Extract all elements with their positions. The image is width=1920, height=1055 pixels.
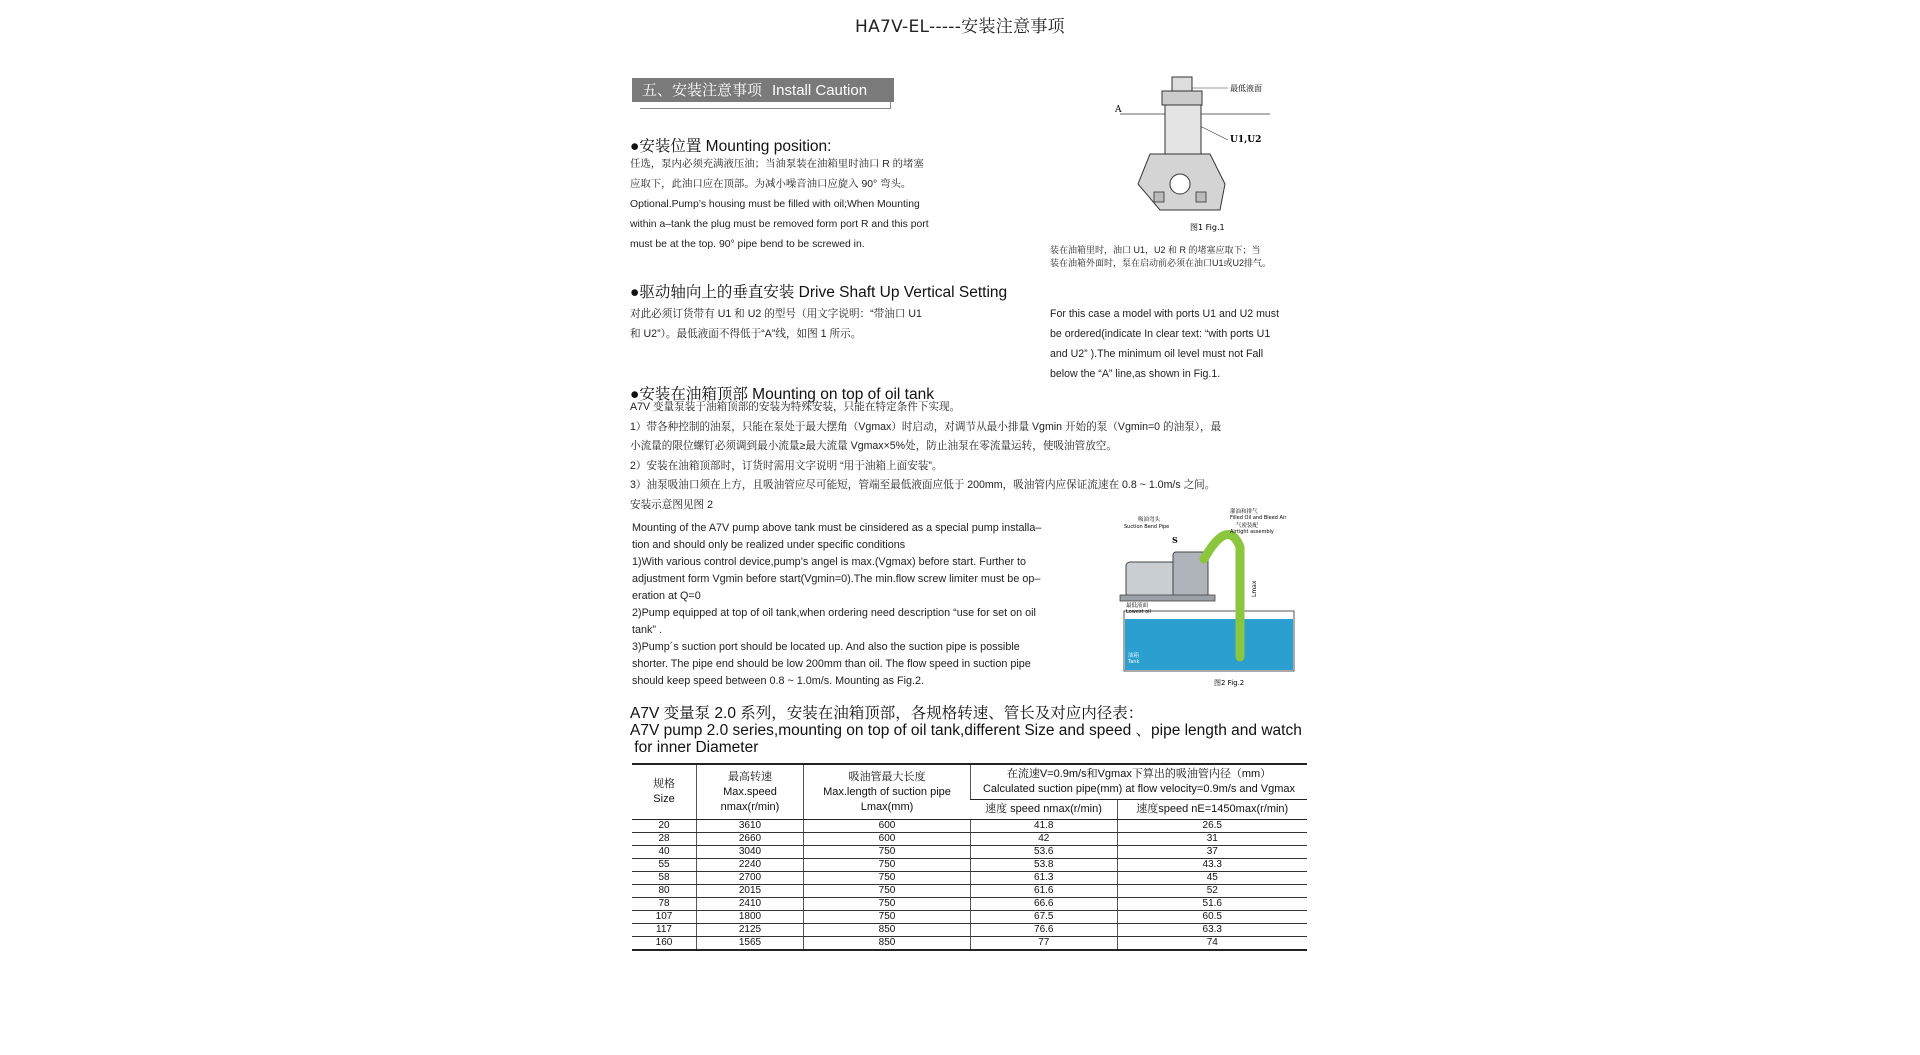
table-cell: 2700 — [697, 872, 804, 885]
table-cell: 26.5 — [1117, 820, 1307, 833]
header-calc-cn: 在流速V=0.9m/s和Vgmax下算出的吸油管内径（mm） — [1006, 768, 1272, 780]
text-line: within a–tank the plug must be removed form port R and this port — [630, 219, 929, 230]
text-line: should keep speed between 0.8 ~ 1.0m/s. Mounting as Fig.2. — [632, 675, 925, 687]
mounting-position-heading: ●安装位置 Mounting position: — [630, 138, 832, 155]
table-cell: 750 — [804, 859, 971, 872]
table-cell: 2125 — [697, 924, 804, 937]
table-row — [632, 911, 1307, 924]
label-airtight-en: Airtight assembly — [1230, 529, 1274, 535]
label-suction-cn: 吸油弯头 — [1138, 517, 1161, 523]
note-line: 装在油箱里时，油口 U1，U2 和 R 的堵塞应取下；当 — [1050, 245, 1261, 255]
text-line: adjustment form Vgmin before start(Vgmin=0).The min.flow screw limiter must be op– — [632, 573, 1041, 585]
table-cell: 107 — [632, 911, 697, 924]
table-cell: 55 — [632, 859, 697, 872]
port-block — [1196, 192, 1206, 202]
table-cell: 80 — [632, 885, 697, 898]
table-cell: 41.8 — [971, 820, 1118, 833]
table-cell: 750 — [804, 885, 971, 898]
table-cell: 66.6 — [971, 898, 1118, 911]
mounting-position-text — [630, 155, 929, 255]
text-line: A7V 变量泵装于油箱顶部的安装为特殊安装，只能在特定条件下实现。 — [630, 401, 961, 413]
table-cell: 160 — [632, 937, 697, 951]
label-lowest-en: Lowest oil — [1126, 609, 1151, 615]
oil-tank-text-en — [632, 520, 1041, 690]
table-cell: 61.3 — [971, 872, 1118, 885]
text-line: 3)Pump´s suction port should be located up. And also the suction pipe is possible — [632, 641, 1020, 653]
table-cell: 43.3 — [1117, 859, 1307, 872]
label-tank-cn: 油箱 — [1128, 653, 1140, 659]
text-line: 安装示意图见图 2 — [630, 498, 713, 511]
section-header — [630, 76, 900, 108]
table-cell: 750 — [804, 872, 971, 885]
table-cell: 76.6 — [971, 924, 1118, 937]
table-cell: 77 — [971, 937, 1118, 951]
pump-body — [1165, 105, 1201, 155]
text-line: Optional.Pump’s housing must be filled with oil;When Mounting — [630, 199, 920, 210]
text-line: 1)With various control device,pump’s angel is max.(Vgmax) before start. Further to — [632, 556, 1027, 568]
table-cell: 2410 — [697, 898, 804, 911]
text-line: 应取下，此油口应在顶部。为减小噪音油口应旋入 90° 弯头。 — [630, 179, 912, 190]
table-cell: 31 — [1117, 833, 1307, 846]
table-cell: 53.6 — [971, 846, 1118, 859]
table-row — [632, 820, 1307, 833]
label-s: S — [1172, 535, 1178, 545]
text-line: 1）带各种控制的油泵，只能在泵处于最大摆角（Vgmax）时启动，对调节从最小排量 Vgmin 开始的泵（Vgmin=0 的油泵），最 — [630, 420, 1222, 433]
header-calc-en: Calculated suction pipe(mm) at flow velocity=0.9m/s and Vgmax — [982, 783, 1296, 795]
spec-table — [632, 763, 1307, 951]
label-lowest-level: 最低液面 — [1230, 84, 1262, 93]
table-cell: 45 — [1117, 872, 1307, 885]
text-line: below the “A” line,as shown in Fig.1. — [1050, 368, 1221, 380]
text-line: eration at Q=0 — [632, 590, 701, 602]
oil-tank-text-cn — [630, 398, 1221, 515]
table-cell: 53.8 — [971, 859, 1118, 872]
table-cell: 51.6 — [1117, 898, 1307, 911]
table-cell: 67.5 — [971, 911, 1118, 924]
text-line: tank” . — [632, 624, 663, 636]
table-cell: 28 — [632, 833, 697, 846]
table-row — [632, 885, 1307, 898]
label-fill-cn: 灌油和排气 — [1230, 509, 1258, 515]
section-title-cn: 五、安装注意事项 — [642, 81, 763, 99]
text-line: be ordered(indicate In clear text: “with ports U1 — [1050, 328, 1271, 340]
pump-body — [1126, 562, 1178, 597]
text-line: 2)Pump equipped at top of oil tank,when ordering need description “use for set on oil — [632, 607, 1036, 619]
table-cell: 63.3 — [1117, 924, 1307, 937]
table-cell: 1565 — [697, 937, 804, 951]
flange — [1162, 91, 1202, 105]
table-title — [630, 705, 1330, 756]
mounting-plate — [1120, 595, 1215, 601]
table-cell: 42 — [971, 833, 1118, 846]
table-row — [632, 833, 1307, 846]
figure-1-pump-diagram — [1080, 72, 1280, 242]
drive-shaft-text-cn — [630, 304, 922, 344]
text-line: 3）油泵吸油口须在上方，且吸油管应尽可能短，管端至最低液面应低于 200mm，吸油管内应保证流速在 0.8 ~ 1.0m/s 之间。 — [630, 479, 1216, 491]
table-row — [632, 898, 1307, 911]
table-row — [632, 859, 1307, 872]
section-header-bar — [632, 78, 894, 102]
text-line: 任选，泵内必须充满液压油；当油泵装在油箱里时油口 R 的堵塞 — [630, 159, 924, 170]
port-block — [1154, 192, 1164, 202]
text-line: For this case a model with ports U1 and U2 must — [1050, 308, 1280, 320]
shaft — [1172, 77, 1192, 91]
table-title-en-1: A7V pump 2.0 series,mounting on top of oil tank,different Size and speed 、pipe length and watch — [630, 722, 1302, 739]
table-cell: 37 — [1117, 846, 1307, 859]
table-title-en-2: for inner Diameter — [630, 739, 759, 756]
label-fill-en: Filled Oil and Bleed Air — [1230, 515, 1287, 521]
table-cell: 52 — [1117, 885, 1307, 898]
header-length — [804, 764, 971, 820]
section-title-en: Install Caution — [772, 82, 868, 99]
port-circle — [1170, 174, 1190, 194]
table-cell: 750 — [804, 898, 971, 911]
header-size-cn: 规格 — [653, 778, 675, 790]
table-cell: 3610 — [697, 820, 804, 833]
table-cell: 40 — [632, 846, 697, 859]
header-calc — [971, 764, 1308, 800]
header-sub-speed-ne: 速度speed nE=1450max(r/min) — [1117, 800, 1307, 820]
header-length-unit: Lmax(mm) — [860, 800, 914, 813]
text-line: 和 U2”）。最低液面不得低于“A”线，如图 1 所示。 — [630, 328, 862, 340]
header-speed-unit: nmax(r/min) — [720, 800, 780, 813]
label-airtight-cn: 气密装配 — [1236, 523, 1259, 529]
header-size-en: Size — [653, 793, 675, 805]
table-row — [632, 872, 1307, 885]
figure-1-note — [1050, 244, 1271, 270]
label-lowest-cn: 最低液面 — [1126, 603, 1149, 609]
table-row — [632, 846, 1307, 859]
label-u1-u2: U1,U2 — [1230, 135, 1262, 145]
oil-tank-heading: ●安装在油箱顶部 Mounting on top of oil tank — [630, 386, 934, 403]
table-cell: 20 — [632, 820, 697, 833]
drive-shaft-heading: ●驱动轴向上的垂直安装 Drive Shaft Up Vertical Setting — [630, 284, 1008, 301]
note-line: 装在油箱外面时，泵在启动前必须在油口U1或U2排气。 — [1050, 258, 1272, 268]
table-cell: 850 — [804, 924, 971, 937]
drive-shaft-text-en — [1050, 304, 1279, 384]
table-row — [632, 924, 1307, 937]
text-line: 小流量的限位螺钉必须调到最小流量≥最大流量 Vgmax×5%处，防止油泵在零流量运转，使吸油管放空。 — [630, 440, 1117, 452]
table-row — [632, 937, 1307, 951]
header-length-cn: 吸油管最大长度 — [848, 770, 926, 783]
table-cell: 2240 — [697, 859, 804, 872]
text-line: Mounting of the A7V pump above tank must be cinsidered as a special pump installa– — [632, 522, 1042, 534]
figure-2-caption: 图2 Fig.2 — [1214, 679, 1245, 687]
header-sub-speed-nmax: 速度 speed nmax(r/min) — [971, 800, 1118, 820]
text-line: 对此必须订货带有 U1 和 U2 的型号（用文字说明：“带油口 U1 — [630, 308, 922, 320]
label-suction-en: Suction Bend Pipe — [1124, 524, 1170, 530]
text-line: and U2” ).The minimum oil level must not Fall — [1050, 348, 1264, 360]
label-tank-en: Tank — [1128, 659, 1140, 665]
label-a: A — [1115, 105, 1122, 115]
label-lmax: Lmax — [1251, 580, 1258, 597]
page-title: HA7V-EL-----安装注意事项 — [855, 17, 1065, 37]
text-line: 2）安装在油箱顶部时，订货时需用文字说明 “用于油箱上面安装”。 — [630, 459, 943, 472]
text-line: tion and should only be realized under specific conditions — [632, 539, 906, 551]
text-line: shorter. The pipe end should be low 200mm than oil. The flow speed in suction pipe — [632, 658, 1031, 670]
table-cell: 74 — [1117, 937, 1307, 951]
table-cell: 850 — [804, 937, 971, 951]
header-size — [632, 764, 697, 820]
table-title-cn: A7V 变量泵 2.0 系列，安装在油箱顶部，各规格转速、管长及对应内径表： — [630, 705, 1144, 722]
figure-2-tank-diagram — [1118, 507, 1318, 697]
figure-1-caption: 图1 Fig.1 — [1190, 223, 1225, 232]
oil-fill — [1125, 619, 1293, 670]
table-cell: 2660 — [697, 833, 804, 846]
header-speed — [697, 764, 804, 820]
table-cell: 117 — [632, 924, 697, 937]
table-cell: 750 — [804, 846, 971, 859]
table-cell: 61.6 — [971, 885, 1118, 898]
table-cell: 600 — [804, 833, 971, 846]
table-cell: 1800 — [697, 911, 804, 924]
spec-table-body — [632, 820, 1307, 951]
table-cell: 2015 — [697, 885, 804, 898]
table-cell: 58 — [632, 872, 697, 885]
table-cell: 78 — [632, 898, 697, 911]
table-cell: 3040 — [697, 846, 804, 859]
header-speed-cn: 最高转速 — [728, 770, 772, 783]
header-speed-en: Max.speed — [723, 785, 777, 798]
table-cell: 750 — [804, 911, 971, 924]
table-cell: 60.5 — [1117, 911, 1307, 924]
table-cell: 600 — [804, 820, 971, 833]
text-line: must be at the top. 90° pipe bend to be screwed in. — [630, 239, 865, 250]
header-length-en: Max.length of suction pipe — [823, 785, 951, 798]
